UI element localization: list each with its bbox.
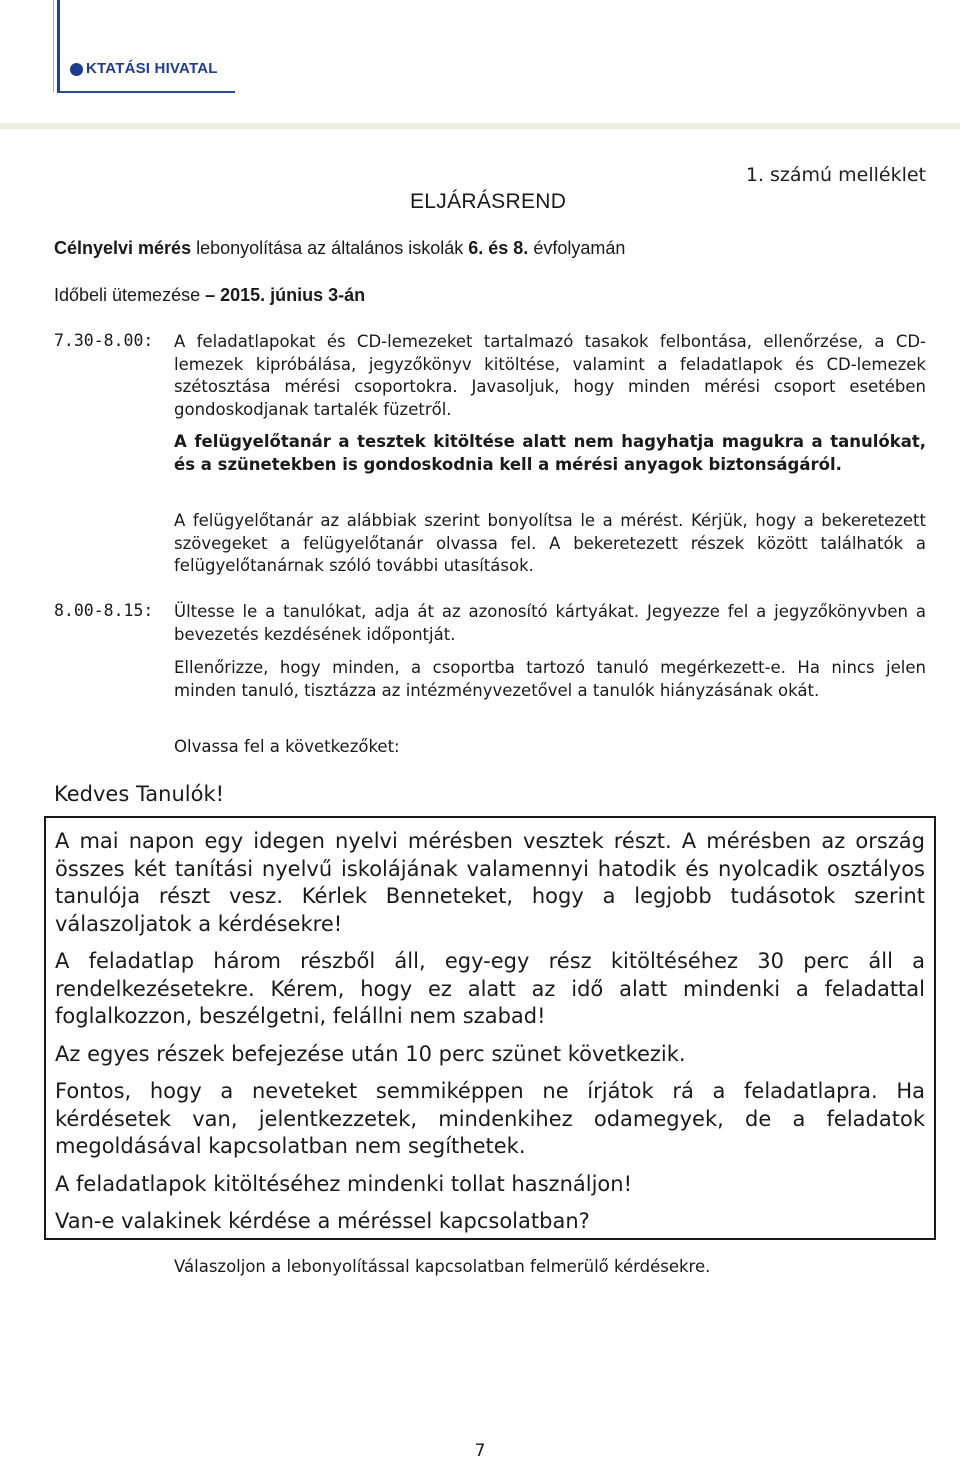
timing-label: Időbeli ütemezése: [54, 285, 206, 305]
schedule-1-paragraph-3: A felügyelőtanár az alábbiak szerint bonyolítsa le a mérést. Kérjük, hogy a bekeretezett szövegeket a felügyelőtanár olvassa fel. A bekeretezett részek között találhatók a felügyelőtanárnak szóló további utasítások.: [174, 511, 926, 575]
timing-date: 2015. június 3-án: [215, 285, 366, 305]
instruction-note: Válaszoljon a lebonyolítással kapcsolatban felmerülő kérdésekre.: [174, 1257, 711, 1276]
logo-org-name: KTATÁSI HIVATAL: [86, 60, 218, 77]
subtitle-scope: lebonyolítása az általános iskolák: [191, 238, 469, 258]
schedule-2-paragraph-1: Ültesse le a tanulókat, adja át az azonosító kártyákat. Jegyezze fel a jegyzőkönyvben a bevezetés kezdésének időpontját.: [174, 602, 926, 644]
header-divider: [0, 123, 960, 129]
annex-label: 1. számú melléklet: [745, 164, 926, 186]
schedule-time-1: 7.30-8.00:: [54, 331, 154, 350]
timing-dash: –: [205, 285, 216, 305]
read-aloud-paragraph: Az egyes részek befejezése után 10 perc szünet következik.: [55, 1041, 686, 1066]
subtitle-grades: 6. és 8.: [468, 238, 529, 258]
subtitle-measure: Célnyelvi mérés: [54, 238, 192, 258]
page-title: ELJÁRÁSREND: [410, 190, 567, 213]
schedule-1-paragraph-2: A felügyelőtanár a tesztek kitöltése alatt nem hagyhatja magukra a tanulókat, és a szünetekben is gondoskodnia kell a mérési anyagok biztonságáról.: [174, 432, 926, 474]
document-subtitle: [54, 238, 625, 259]
read-aloud-box: [44, 816, 936, 1240]
timing-line: [54, 285, 365, 306]
page-number: 7: [474, 1441, 486, 1461]
schedule-1-paragraph-1: A feladatlapokat és CD-lemezeket tartalmazó tasakok felbontása, ellenőrzése, a CD-lemezek kipróbálása, jegyzőkönyv kitöltése, valamint a feladatlapok és CD-lemezek szétosztása mérési csoportokra. Javasoljuk, hogy minden mérési csoport esetében gondoskodjanak tartalék füzetről.: [174, 332, 926, 419]
logo-frame-line-light: [53, 0, 54, 92]
schedule-2-paragraph-3: Olvassa fel a következőket:: [174, 737, 400, 756]
schedule-time-2: 8.00-8.15:: [54, 601, 154, 620]
schedule-2-paragraph-2: Ellenőrizze, hogy minden, a csoportba tartozó tanuló megérkezett-e. Ha nincs jelen minden tanuló, tisztázza az intézményvezetővel a tanulók hiányzásának okát.: [174, 658, 926, 700]
logo-frame-line: [57, 0, 60, 92]
read-aloud-paragraph: A feladatlap három részből áll, egy-egy rész kitöltéséhez 30 perc áll a rendelkezésetekre. Kérem, hogy ez alatt az idő alatt mindenki a feladattal foglalkozzon, beszélgetni, felállni nem szabad!: [55, 949, 925, 1028]
read-aloud-paragraph: Fontos, hogy a neveteket semmiképpen ne írjátok rá a feladatlapra. Ha kérdésetek van, jelentkezzetek, mindenkihez odamegyek, de a feladatok megoldásával kapcsolatban nem segíthetek.: [55, 1079, 925, 1158]
read-aloud-paragraph: A feladatlapok kitöltéséhez mindenki tollat használjon!: [55, 1171, 632, 1196]
logo-o-dot-icon: [70, 63, 83, 76]
read-aloud-paragraph: A mai napon egy idegen nyelvi mérésben vesztek részt. A mérésben az ország összes két tanítási nyelvű iskolájának valamennyi hatodik és nyolcadik osztályos tanulója részt vesz. Kérlek Benneteket, hogy a legjobb tudásotok szerint válaszoljatok a kérdésekre!: [55, 829, 925, 936]
logo-underline: [57, 91, 235, 93]
subtitle-suffix: évfolyamán: [528, 238, 626, 258]
read-aloud-greeting: Kedves Tanulók!: [54, 782, 228, 806]
read-aloud-paragraph: Van-e valakinek kérdése a méréssel kapcsolatban?: [55, 1209, 590, 1233]
